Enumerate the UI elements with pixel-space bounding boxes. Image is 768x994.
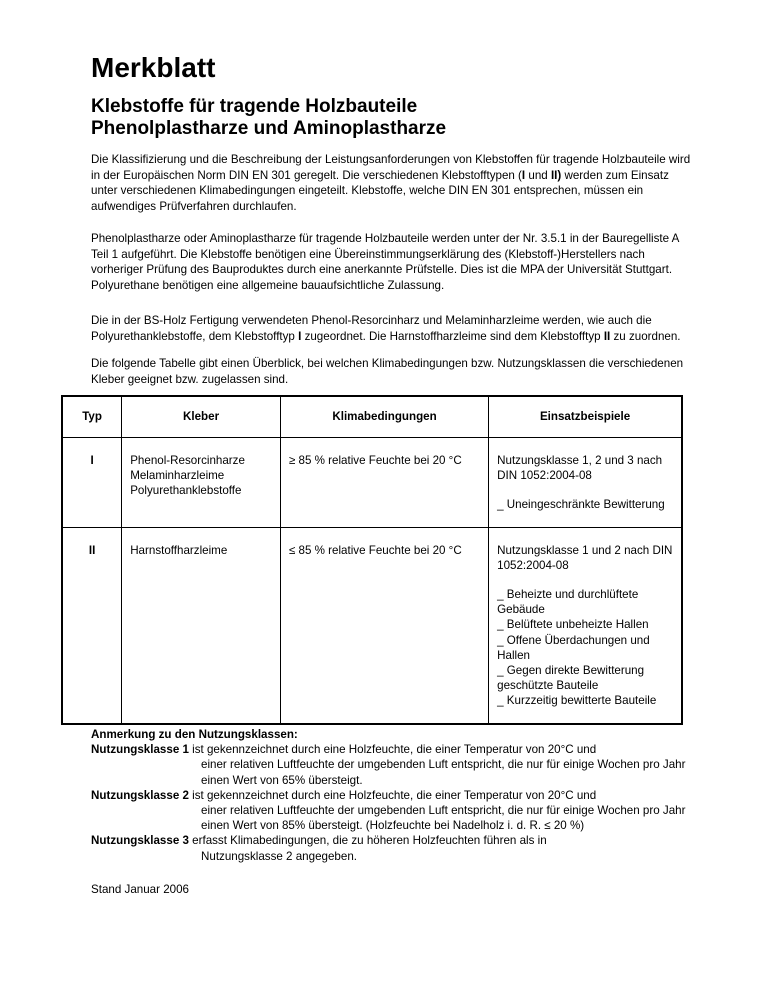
- note-3-key: Nutzungsklasse 3: [91, 834, 189, 848]
- subtitle-line-1: Klebstoffe für tragende Holzbauteile: [91, 96, 418, 117]
- note-item: [91, 833, 711, 863]
- row1-einsatz-main: Nutzungsklasse 1, 2 und 3 nach DIN 1052:2004-08: [497, 454, 663, 483]
- note-1-key: Nutzungsklasse 1: [91, 743, 189, 757]
- note-2-key: Nutzungsklasse 2: [91, 788, 189, 802]
- row2-einsatz-main: Nutzungsklasse 1 und 2 nach DIN 1052:2004-08: [497, 543, 673, 572]
- note-3-rest: Nutzungsklasse 2 angegeben.: [201, 849, 357, 863]
- row1-einsatz-item-1: _ Uneingeschränkte Bewitterung: [497, 498, 665, 512]
- notes-heading: Anmerkung zu den Nutzungsklassen:: [91, 728, 298, 741]
- adhesive-table: [61, 395, 683, 725]
- note-item: [91, 788, 711, 834]
- row2-kleber: [122, 527, 281, 724]
- row2-einsatz-item-2: _ Belüftete unbeheizte Hallen: [497, 618, 649, 632]
- note-2-rest: einer relativen Luftfeuchte der umgebenden Luft entspricht, die nur für einige Wochen pro Jahr einen Wert von 85% übersteigt. (Holzfeuchte bei Nadelholz i. d. R. ≤ 20 %): [201, 804, 686, 833]
- subtitle-line-2: Phenolplastharze und Aminoplastharze: [91, 118, 447, 139]
- row2-einsatz: [489, 527, 682, 724]
- para1-text-a: Die Klassifizierung und die Beschreibung der Leistungsanforderungen von Klebstoffen für tragende Holzbauteile wird in der Europäischen Norm DIN EN 301 geregelt. Die verschiedenen Klebstofftypen (: [91, 153, 691, 182]
- note-2-first: ist gekennzeichnet durch eine Holzfeuchte, die einer Temperatur von 20°C und: [188, 788, 597, 802]
- para3-text-b: zugeordnet. Die Harnstoffharzleime sind dem Klebstofftyp: [301, 329, 604, 343]
- header-typ: Typ: [62, 396, 122, 438]
- para3-bold-type-2: II: [603, 329, 611, 343]
- note-item: [91, 742, 711, 788]
- row2-einsatz-item-3: _ Offene Überdachungen und Hallen: [497, 633, 650, 662]
- header-klimabedingungen: Klimabedingungen: [280, 396, 488, 438]
- note-1-rest: einer relativen Luftfeuchte der umgebenden Luft entspricht, die nur für einige Wochen pro Jahr einen Wert von 65% übersteigt.: [201, 758, 686, 787]
- row2-einsatz-item-5: _ Kurzzeitig bewitterte Bauteile: [497, 694, 657, 708]
- page-title: Merkblatt: [91, 52, 216, 83]
- header-kleber: Kleber: [122, 396, 281, 438]
- usage-class-notes: [91, 727, 711, 864]
- note-3-first: erfasst Klimabedingungen, die zu höheren Holzfeuchten führen als in: [188, 834, 547, 848]
- row1-typ: I: [62, 438, 122, 528]
- para1-bold-type-2: II): [550, 168, 562, 182]
- para3-text-a: Die in der BS-Holz Fertigung verwendeten Phenol-Resorcinharz und Melaminharzleime werden, wie auch die Polyurethanklebstoffe, dem Klebstofftyp: [91, 314, 652, 343]
- paragraph-assignment: [91, 313, 691, 344]
- para1-bold-type-1: I: [521, 168, 526, 182]
- row1-kleber-1: Phenol-Resorcinharze: [130, 454, 245, 467]
- row1-kleber-3: Polyurethanklebstoffe: [130, 484, 242, 498]
- document-date: Stand Januar 2006: [91, 883, 189, 896]
- paragraph-classification: [91, 152, 691, 214]
- note-1-first: ist gekennzeichnet durch eine Holzfeuchte, die einer Temperatur von 20°C und: [188, 743, 597, 757]
- row2-einsatz-item-1: _ Beheizte und durchlüftete Gebäude: [497, 588, 639, 617]
- row2-kleber-1: Harnstoffharzleime: [130, 543, 228, 557]
- row1-kleber-2: Melaminharzleime: [130, 469, 225, 483]
- row2-typ: II: [62, 527, 122, 724]
- para3-bold-type-1: I: [298, 329, 302, 343]
- row2-klima: ≤ 85 % relative Feuchte bei 20 °C: [280, 527, 488, 724]
- para1-text-c: werden zum Einsatz unter verschiedenen Klimabedingungen eingeteilt. Klebstoffe, welche DIN EN 301 entsprechen, müssen ein aufwendiges Prüfverfahren durchlaufen.: [91, 168, 669, 213]
- row2-einsatz-item-4: _ Gegen direkte Bewitterung geschützte Bauteile: [497, 664, 645, 693]
- row1-klima: ≥ 85 % relative Feuchte bei 20 °C: [280, 438, 488, 528]
- header-einsatzbeispiele: Einsatzbeispiele: [489, 396, 682, 438]
- row1-einsatz: [489, 438, 682, 528]
- paragraph-regulation: Phenolplastharze oder Aminoplastharze für tragende Holzbauteile werden unter der Nr. 3.5.1 in der Bauregelliste A Teil 1 aufgeführt. Die Klebstoffe benötigen eine Übereinstimmungserklärung des (Klebstoff-)Herstellers nach vorheriger Prüfung des Bauproduktes durch eine anerkannte Prüfstelle. Dies ist die MPA der Universität Stuttgart. Polyurethane benötigen eine allgemeine bauaufsichtliche Zulassung.: [91, 232, 679, 292]
- table-row: [62, 527, 682, 724]
- para1-text-b: und: [525, 168, 551, 182]
- para3-text-c: zu zuordnen.: [610, 329, 681, 343]
- table-header-row: [62, 396, 682, 438]
- paragraph-table-intro: Die folgende Tabelle gibt einen Überblick, bei welchen Klimabedingungen bzw. Nutzungsklassen die verschiedenen Kleber geeignet bzw. zugelassen sind.: [91, 357, 684, 386]
- document-subtitle: [91, 96, 446, 140]
- row1-kleber: [122, 438, 281, 528]
- table-row: [62, 438, 682, 528]
